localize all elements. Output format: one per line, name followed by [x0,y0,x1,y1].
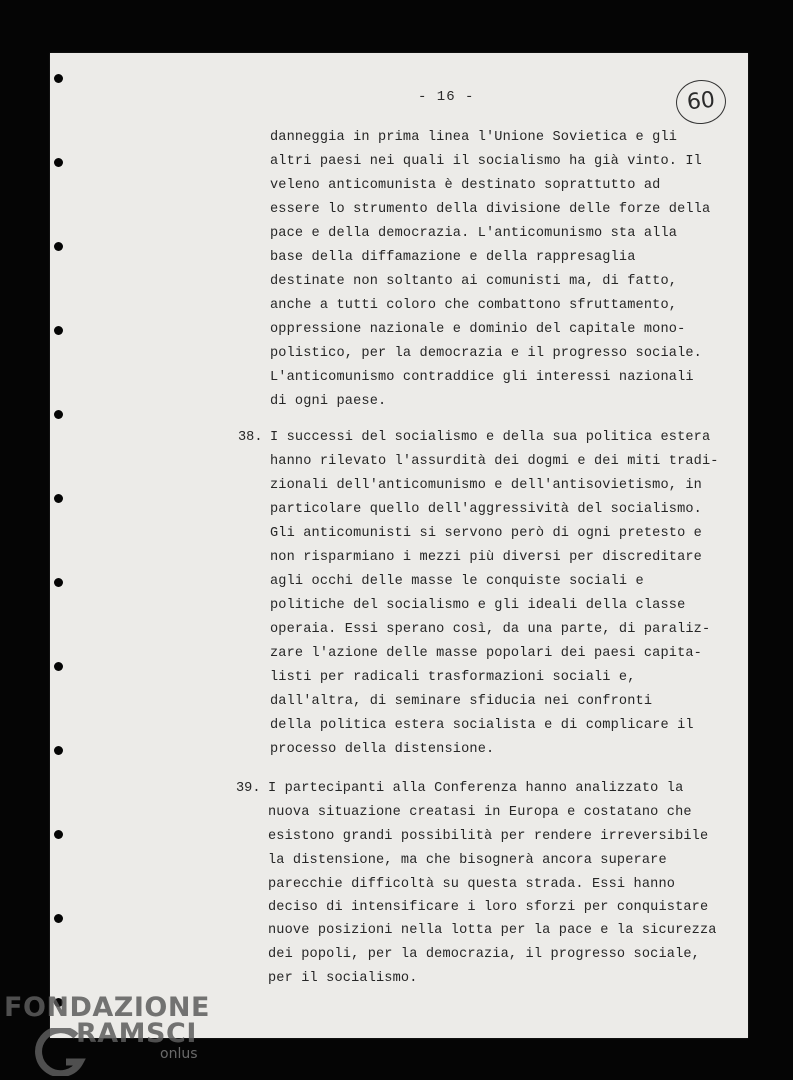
text-line: processo della distensione. [270,742,495,757]
text-line: zare l'azione delle masse popolari dei paesi capita- [270,646,702,661]
punch-hole [54,662,63,671]
text-line: altri paesi nei quali il socialismo ha già vinto. Il [270,154,702,169]
punch-hole [54,914,63,923]
text-line: operaia. Essi sperano così, da una parte, di paraliz- [270,622,711,637]
text-line: della politica estera socialista e di complicare il [270,718,694,733]
punch-hole [54,746,63,755]
watermark-gramsci: RAMSCI [76,1018,197,1049]
text-line: politiche del socialismo e gli ideali della classe [270,598,686,613]
text-line: anche a tutti coloro che combattono sfruttamento, [270,298,678,313]
punch-hole [54,494,63,503]
punch-hole [54,158,63,167]
text-line: destinate non soltanto ai comunisti ma, di fatto, [270,274,678,289]
text-line: di ogni paese. [270,394,387,409]
punch-hole [54,578,63,587]
watermark-foundation: FONDAZIONE [4,992,210,1023]
paragraph-number: 38. [238,430,263,445]
paragraph-number: 39. [236,781,261,796]
text-line: non risparmiano i mezzi più diversi per discreditare [270,550,702,565]
text-line: per il socialismo. [268,971,418,986]
text-line: esistono grandi possibilità per rendere irreversibile [268,829,709,844]
text-line: la distensione, ma che bisognerà ancora superare [268,853,667,868]
text-line: essere lo strumento della divisione delle forze della [270,202,711,217]
text-line: hanno rilevato l'assurdità dei dogmi e dei miti tradi- [270,454,719,469]
punch-hole [54,242,63,251]
text-line: zionali dell'anticomunismo e dell'antisovietismo, in [270,478,702,493]
page-number: - 16 - [418,89,475,105]
punch-hole [54,410,63,419]
text-line: pace e della democrazia. L'anticomunismo sta alla [270,226,678,241]
punch-hole [54,74,63,83]
text-line: danneggia in prima linea l'Unione Sovietica e gli [270,130,678,145]
text-line: veleno anticomunista è destinato soprattutto ad [270,178,661,193]
handwritten-folio-number: 60 [674,78,728,127]
text-line: deciso di intensificare i loro sforzi per conquistare [268,900,709,915]
text-line: agli occhi delle masse le conquiste sociali e [270,574,644,589]
text-line: dei popoli, per la democrazia, il progresso sociale, [268,947,700,962]
punch-hole [54,830,63,839]
text-line: polistico, per la democrazia e il progresso sociale. [270,346,702,361]
text-line: base della diffamazione e della rappresaglia [270,250,636,265]
text-line: nuova situazione creatasi in Europa e costatano che [268,805,692,820]
punch-hole [54,326,63,335]
text-line: oppressione nazionale e dominio del capitale mono- [270,322,686,337]
text-line: nuove posizioni nella lotta per la pace e la sicurezza [268,923,717,938]
text-line: I successi del socialismo e della sua politica estera [270,430,711,445]
text-line: listi per radicali trasformazioni sociali e, [270,670,636,685]
text-line: I partecipanti alla Conferenza hanno analizzato la [268,781,684,796]
watermark-onlus: onlus [160,1046,198,1062]
text-line: particolare quello dell'aggressività del socialismo. [270,502,702,517]
text-line: dall'altra, di seminare sfiducia nei confronti [270,694,653,709]
text-line: Gli anticomunisti si servono però di ogni pretesto e [270,526,702,541]
text-line: parecchie difficoltà su questa strada. Essi hanno [268,877,676,892]
text-line: L'anticomunismo contraddice gli interessi nazionali [270,370,694,385]
